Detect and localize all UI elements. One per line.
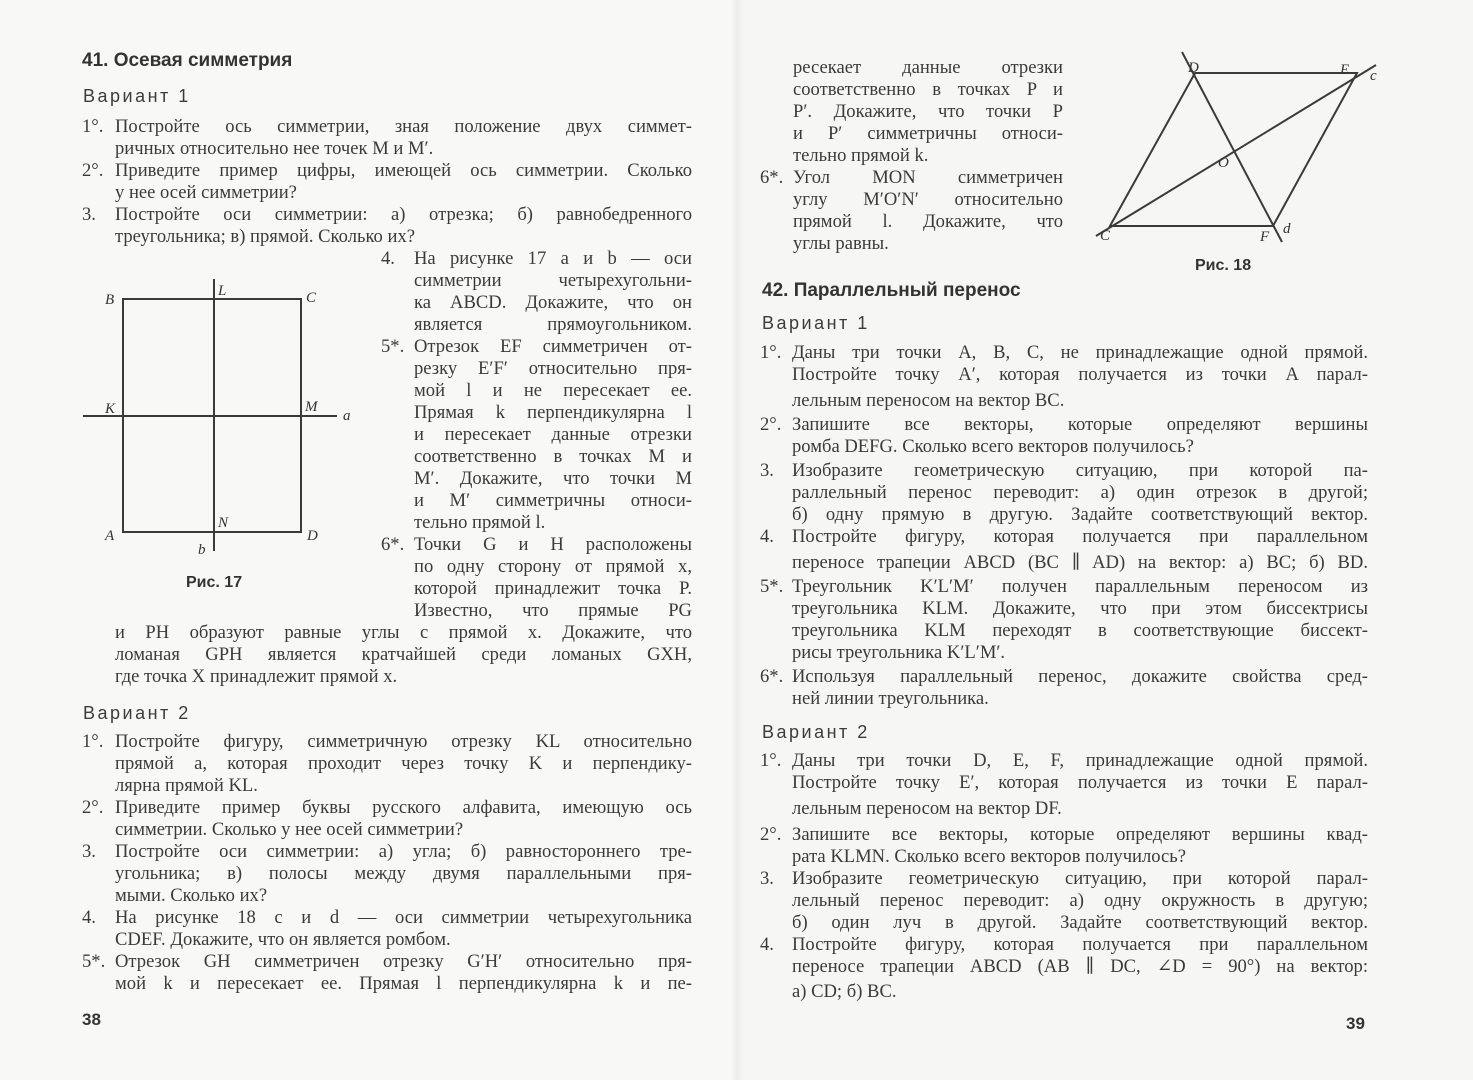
task-number: 2°. [82,797,104,818]
section-title-42: 42. Параллельный перенос [762,280,1021,301]
task-42-v2-3 [760,868,1368,934]
task-line: соответственно в точках P и [793,79,1063,100]
task-42-v2-4 [760,934,1368,1003]
task-number: 4. [381,248,395,269]
task-line: Отрезок GH симметричен отрезку G′H′ относительно пря- [115,951,692,972]
task-number: 3. [760,460,774,481]
task-line: соответственно в точках M и [414,446,692,467]
task-line: где точка X принадлежит прямой x. [115,666,398,687]
task-line: Запишите все векторы, которые определяют вершины [792,414,1368,435]
task-41-v2-4 [82,907,692,951]
task-line: треугольника KLM переходят в соответствующие биссект- [792,620,1368,641]
task-line: углу M′O′N′ относительно [793,189,1063,210]
task-line: и M′ симметричны относи- [414,490,692,511]
task-line: треугольника; в) прямой. Сколько их? [115,226,415,247]
task-line: а) CD; б) BC. [792,981,897,1002]
task-line: лельным переносом на вектор BC. [792,390,1065,411]
task-41-v1-1 [82,116,692,160]
task-line: симметрии четырехугольни- [414,270,692,291]
task-41-v2-5 [82,951,692,995]
task-number: 5*. [760,576,784,597]
task-41-v2-2 [82,797,692,841]
task-line: M′. Докажите, что точки M [414,468,692,489]
task-line: тельно прямой l. [414,512,546,533]
label-axis-a: a [343,408,351,424]
task-line: прямой l. Докажите, что [793,211,1063,232]
task-number: 1°. [82,731,104,752]
figure-17-rectangle-diagram [75,270,375,600]
task-42-v1-2 [760,414,1368,458]
task-line: ломаная GPH является кратчайшей среди ломаных GXH, [115,644,692,665]
label-n: N [218,515,229,531]
task-line: P′. Докажите, что точки P [793,101,1063,122]
task-41-v1-6 [381,534,692,622]
task-41-v1-6-continued [115,622,692,688]
task-41-v1-2 [82,160,692,204]
task-number: 4. [760,526,774,547]
task-line: Треугольник K′L′M′ получен параллельным переносом из [792,576,1368,597]
task-line: Изобразите геометрическую ситуацию, при которой парал- [792,868,1368,889]
task-line: резку E′F′ относительно пря- [414,358,692,379]
task-number: 4. [760,934,774,955]
task-42-v1-5 [760,576,1368,664]
task-line: и пересекает данные отрезки [414,424,692,445]
task-line: CDEF. Докажите, что он является ромбом. [115,929,451,950]
task-line: Приведите пример буквы русского алфавита, имеющую ось [115,797,692,818]
task-number: 3. [82,841,96,862]
label-f: F [1260,229,1270,245]
label-d: D [1188,60,1199,76]
axis-c [1096,65,1376,236]
task-41-v2-6 [760,167,1063,255]
task-line: углы равны. [793,233,889,254]
task-line: Даны три точки D, E, F, принадлежащие одной прямой. [792,750,1368,771]
variant-2-heading: Вариант 2 [762,722,870,742]
section-title-41: 41. Осевая симметрия [82,50,293,71]
variant-1-heading: Вариант 1 [83,86,191,106]
task-line: является прямоугольником. [414,314,692,335]
task-41-v2-1 [82,731,692,797]
task-number: 5*. [82,951,106,972]
task-42-v2-2 [760,824,1368,868]
task-41-v1-4 [381,248,692,336]
task-line: Отрезок EF симметричен от- [414,336,692,357]
task-line: Даны три точки A, B, C, не принадлежащие одной прямой. [792,342,1368,363]
task-line: Постройте точку E′, которая получается из точки E парал- [792,772,1368,793]
task-line: Используя параллельный перенос, докажите свойства сред- [792,666,1368,687]
task-line: и PH образуют равные углы с прямой x. Докажите, что [115,622,692,643]
task-line: ричных относительно нее точек M и M′. [115,138,434,159]
task-line: Постройте ось симметрии, зная положение двух симмет- [115,116,692,137]
task-41-v1-5 [381,336,692,534]
label-m: M [305,399,318,415]
task-line: Угол MON симметричен [793,167,1063,188]
task-line: Постройте фигуру, которая получается при параллельном [792,934,1368,955]
task-41-v2-3 [82,841,692,907]
task-line: мой l и не пересекает ее. [414,380,692,401]
task-number: 5*. [381,336,405,357]
label-axis-b: b [198,542,206,558]
task-line: лельным переносом на вектор DF. [792,798,1062,819]
task-line: Постройте оси симметрии: а) угла; б) равностороннего тре- [115,841,692,862]
task-line: Известно, что прямые PG [414,600,692,621]
task-line: лярна прямой KL. [115,775,258,796]
task-line: ресекает данные отрезки [793,57,1063,78]
task-line: Постройте точку A′, которая получается из точки A парал- [792,364,1368,385]
page-number-left: 38 [82,1010,101,1029]
label-axis-c: c [1370,68,1377,84]
task-number: 1°. [82,116,104,137]
task-line: ка ABCD. Докажите, что он [414,292,692,313]
task-line: мыми. Сколько их? [115,885,268,906]
page-number-right: 39 [1346,1014,1365,1033]
task-line: симметрии. Сколько у нее осей симметрии? [115,819,464,840]
task-line: по одну сторону от прямой x, [414,556,692,577]
task-number: 1°. [760,342,782,363]
task-line: рата KLMN. Сколько всего векторов получилось? [792,846,1187,867]
task-41-v1-3 [82,204,692,248]
task-line: переносе трапеции ABCD (BC ∥ AD) на вектор: а) BC; б) BD. [792,552,1368,573]
task-number: 6*. [381,534,405,555]
task-line: Прямая k перпендикулярна l [414,402,692,423]
task-line: На рисунке 17 a и b — оси [414,248,692,269]
label-b-vertex: B [105,292,115,308]
label-k: K [105,401,116,417]
task-line: которой принадлежит точка P. [414,578,692,599]
task-42-v1-4 [760,526,1368,574]
task-line: угольника; в) полосы между двумя параллельными пря- [115,863,692,884]
task-line: ромба DEFG. Сколько всего векторов получилось? [792,436,1194,457]
task-42-v2-1 [760,750,1368,820]
book-gutter [730,0,744,1080]
figure-18-rhombus-diagram [1090,50,1390,250]
task-number: 1°. [760,750,782,771]
task-line: у нее осей симметрии? [115,182,297,203]
task-line: Изобразите геометрическую ситуацию, при которой па- [792,460,1368,481]
figure-18-caption: Рис. 18 [1195,257,1252,274]
task-line: рисы треугольника K′L′M′. [792,642,1006,663]
task-number: 4. [82,907,96,928]
task-line: Постройте оси симметрии: а) отрезка; б) равнобедренного [115,204,692,225]
task-line: лельный перенос переводит: а) одну окружность в другую; [792,890,1368,911]
task-number: 2°. [82,160,104,181]
label-d-vertex: D [307,528,318,544]
variant-2-heading: Вариант 2 [83,703,191,723]
task-42-v1-1 [760,342,1368,412]
label-c: C [1100,228,1111,244]
task-number: 2°. [760,824,782,845]
task-line: На рисунке 18 c и d — оси симметрии четырехугольника [115,907,692,928]
task-line: треугольника KLM. Докажите, что при этом биссектрисы [792,598,1368,619]
task-line: раллельный перенос переводит: а) один отрезок в другой; [792,482,1368,503]
task-number: 6*. [760,167,784,188]
task-line: мой k и пересекает ее. Прямая l перпендикулярна k и пе- [115,973,692,994]
task-line: Приведите пример цифры, имеющей ось симметрии. Сколько [115,160,692,181]
task-line: б) один луч в другой. Задайте соответствующий вектор. [792,912,1368,933]
task-42-v1-3 [760,460,1368,526]
task-number: 3. [760,868,774,889]
label-a-vertex: A [105,528,115,544]
variant-1-heading: Вариант 1 [762,313,870,333]
task-number: 6*. [760,666,784,687]
task-line: переносе трапеции ABCD (AB ∥ DC, ∠D = 90°) на вектор: [792,956,1368,977]
figure-17-caption: Рис. 17 [186,574,243,591]
task-line: Запишите все векторы, которые определяют вершины квад- [792,824,1368,845]
task-41-v2-5-continued [793,57,1063,167]
task-line: прямой a, которая проходит через точку K и перпендику- [115,753,692,774]
label-e: E [1340,62,1350,78]
task-number: 2°. [760,414,782,435]
label-c-vertex: C [306,290,317,306]
label-o: O [1218,155,1229,171]
label-axis-d: d [1283,221,1291,237]
task-line: Точки G и H расположены [414,534,692,555]
task-line: б) одну прямую в другую. Задайте соответствующий вектор. [792,504,1368,525]
axis-d [1182,52,1282,242]
task-42-v1-6 [760,666,1368,710]
task-line: тельно прямой k. [793,145,929,166]
label-l: L [218,283,227,299]
task-line: Постройте фигуру, симметричную отрезку KL относительно [115,731,692,752]
task-number: 3. [82,204,96,225]
task-line: Постройте фигуру, которая получается при параллельном [792,526,1368,547]
task-line: и P′ симметричны относи- [793,123,1063,144]
task-line: ней линии треугольника. [792,688,989,709]
